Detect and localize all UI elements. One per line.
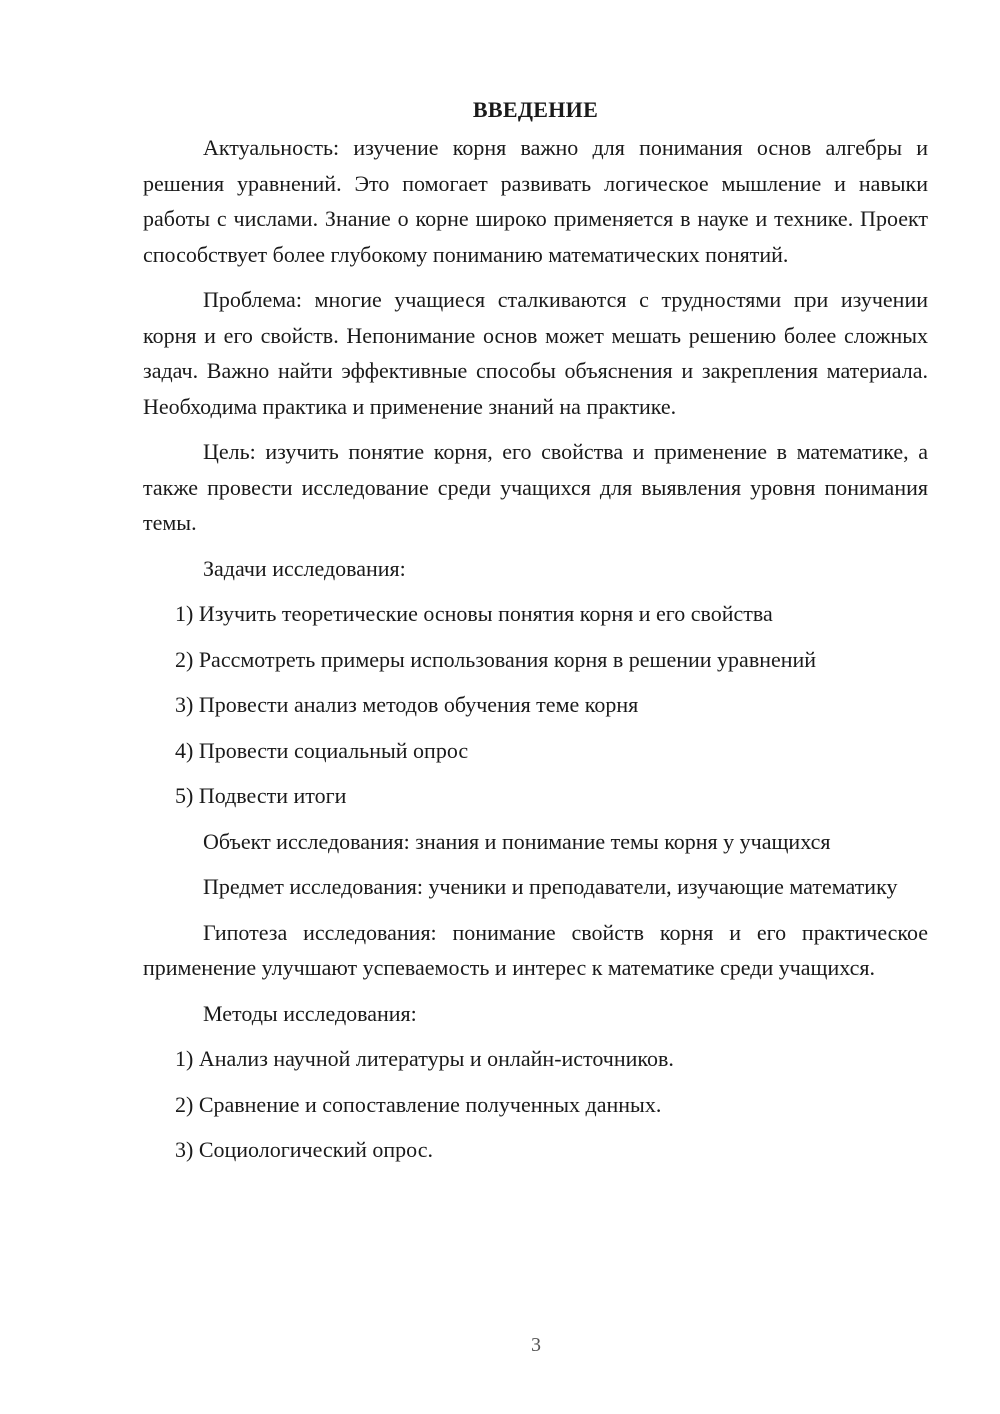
problem-paragraph: Проблема: многие учащиеся сталкиваются с трудностями при изучении корня и его свойств. Непонимание основ может мешать решению более сложных задач. Важно найти эффективные способы объяснения и закрепления материала. Необходима практика и применение знаний на практике. [143, 287, 928, 419]
goal-paragraph: Цель: изучить понятие корня, его свойства и применение в математике, а также провести исследование среди учащихся для выявления уровня понимания темы. [143, 439, 928, 535]
section-title: ВВЕДЕНИЕ [472, 97, 599, 122]
list-item: 1) Изучить теоретические основы понятия корня и его свойства [175, 601, 773, 626]
hypothesis-paragraph: Гипотеза исследования: понимание свойств корня и его практическое применение улучшают успеваемость и интерес к математике среди учащихся. [143, 919, 928, 980]
tasks-heading: Задачи исследования: [203, 555, 406, 581]
page-number: 3 [531, 1334, 541, 1356]
subject-paragraph: Предмет исследования: ученики и преподаватели, изучающие математику [203, 874, 898, 899]
object-paragraph: Объект исследования: знания и понимание темы корня у учащихся [203, 828, 831, 854]
methods-list [143, 1041, 928, 1168]
list-item: 3) Социологический опрос. [175, 1137, 433, 1162]
list-item: 3) Провести анализ методов обучения теме корня [175, 692, 639, 717]
list-item: 2) Рассмотреть примеры использования корня в решении уравнений [175, 646, 817, 672]
document-page [143, 92, 928, 1178]
list-item: 4) Провести социальный опрос [175, 737, 469, 763]
list-item: 2) Сравнение и сопоставление полученных данных. [175, 1091, 662, 1117]
methods-heading: Методы исследования: [203, 1000, 417, 1026]
list-item: 5) Подвести итоги [175, 783, 347, 808]
tasks-list [143, 596, 928, 814]
relevance-paragraph: Актуальность: изучение корня важно для понимания основ алгебры и решения уравнений. Это помогает развивать логическое мышление и навыки работы с числами. Знание о корне широко применяется в науке и технике. Проект способствует более глубокому пониманию математических понятий. [143, 135, 928, 267]
list-item: 1) Анализ научной литературы и онлайн-источников. [175, 1046, 674, 1071]
